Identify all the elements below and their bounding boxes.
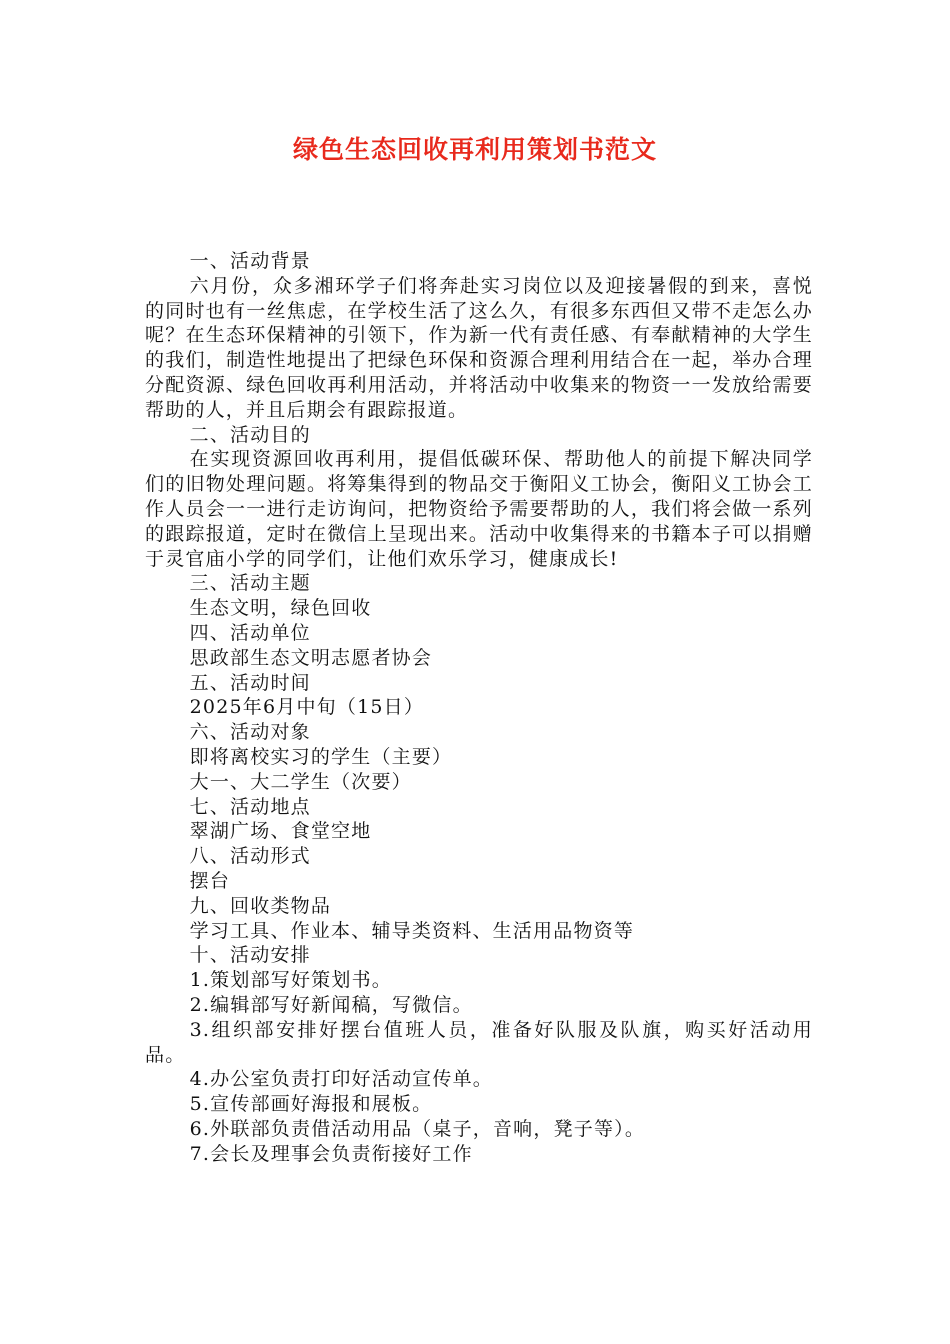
paragraph-time: 2025年6月中旬（15日）	[189, 696, 425, 719]
paragraph-background: 六月份，众多湘环学子们将奔赴实习岗位以及迎接暑假的到来，喜悦的同时也有一丝焦虑，在学校生活了这么久，有很多东西但又带不走怎么办呢？在生态环保精神的引领下，作为新一代有责任感、有奉献精神的大学生的我们，制造性地提出了把绿色环保和资源合理利用结合在一起，举办合理分配资源、绿色回收再利用活动，并将活动中收集来的物资一一发放给需要帮助的人，并且后期会有跟踪报道。	[145, 274, 813, 421]
arrangement-item-3: 3.组织部安排好摆台值班人员，准备好队服及队旗，购买好活动用品。	[145, 1018, 813, 1066]
section-heading-arrangement: 十、活动安排	[189, 944, 311, 967]
arrangement-item-4: 4.办公室负责打印好活动宣传单。	[189, 1068, 493, 1091]
paragraph-purpose: 在实现资源回收再利用，提倡低碳环保、帮助他人的前提下解决同学们的旧物处理问题。将筹集得到的物品交于衡阳义工协会，衡阳义工协会工作人员会一一进行走访询问，把物资给予需要帮助的人，我们将会做一系列的跟踪报道，定时在微信上呈现出来。活动中收集得来的书籍本子可以捐赠于灵官庙小学的同学们，让他们欢乐学习，健康成长!	[145, 448, 813, 570]
section-heading-background: 一、活动背景	[189, 250, 311, 272]
section-heading-organizer: 四、活动单位	[189, 621, 311, 644]
paragraph-theme: 生态文明，绿色回收	[189, 597, 372, 620]
arrangement-item-7: 7.会长及理事会负责衔接好工作	[189, 1142, 473, 1165]
arrangement-item-6: 6.外联部负责借活动用品（桌子，音响，凳子等）。	[189, 1117, 646, 1140]
section-heading-items: 九、回收类物品	[189, 894, 332, 917]
section-heading-audience: 六、活动对象	[189, 721, 311, 744]
paragraph-items: 学习工具、作业本、辅导类资料、生活用品物资等	[189, 919, 635, 942]
arrangement-item-2: 2.编辑部写好新闻稿，写微信。	[189, 993, 473, 1016]
paragraph-audience-primary: 即将离校实习的学生（主要）	[189, 745, 453, 768]
section-heading-theme: 三、活动主题	[189, 572, 311, 595]
paragraph-organizer: 思政部生态文明志愿者协会	[189, 646, 433, 669]
paragraph-location: 翠湖广场、食堂空地	[189, 820, 372, 843]
section-heading-format: 八、活动形式	[189, 845, 311, 868]
section-heading-location: 七、活动地点	[189, 795, 311, 818]
paragraph-audience-secondary: 大一、大二学生（次要）	[189, 770, 412, 793]
arrangement-item-1: 1.策划部写好策划书。	[189, 969, 392, 992]
document-title: 绿色生态回收再利用策划书范文	[292, 135, 657, 164]
document-body	[145, 249, 813, 1166]
paragraph-format: 摆台	[189, 869, 231, 892]
arrangement-item-5: 5.宣传部画好海报和展板。	[189, 1093, 433, 1116]
section-heading-purpose: 二、活动目的	[189, 423, 311, 446]
section-heading-time: 五、活动时间	[189, 671, 311, 694]
